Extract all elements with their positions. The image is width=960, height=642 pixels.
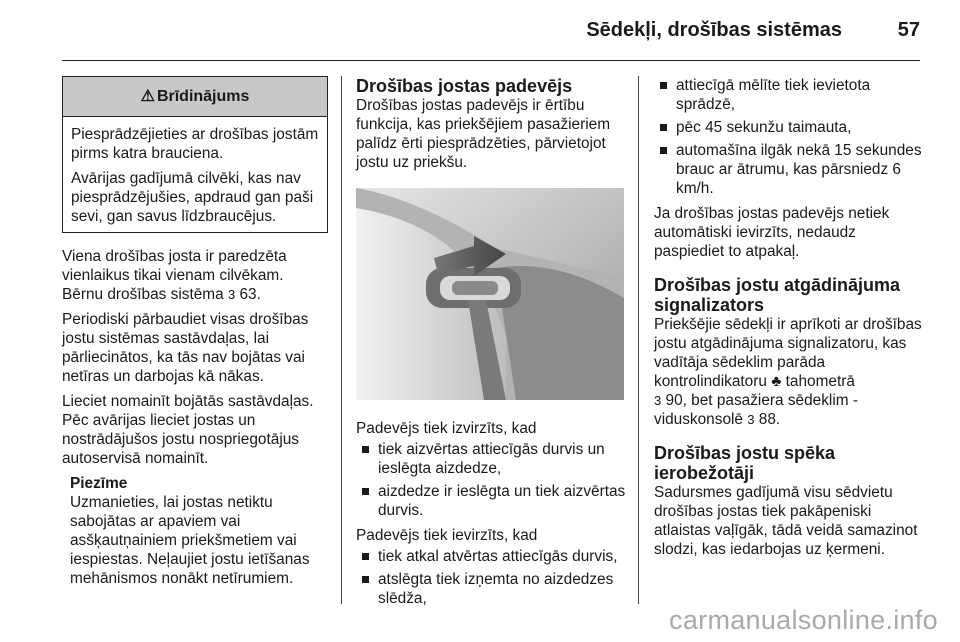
warning-paragraph: Avārijas gadījumā cilvēki, kas nav piesprādzējušies, apdraud gan paši sevi, gan savus līdzbraucējus. <box>71 170 314 225</box>
seatbelt-indicator-icon: ♣ <box>771 373 782 390</box>
list-item: automašīna ilgāk nekā 15 sekundes brauc ar ātrumu, kas pārsniedz 6 km/h. <box>654 141 926 198</box>
watermark: carmanualsonline.info <box>669 605 938 635</box>
section-heading-presenter: Drošības jostas padevējs <box>356 76 573 96</box>
note-title: Piezīme <box>70 475 128 492</box>
column-3 <box>654 76 926 565</box>
page-ref-arrow-icon: 3 <box>227 287 236 302</box>
page-number: 57 <box>897 19 920 41</box>
list-item: pēc 45 sekunžu taimauta, <box>654 118 926 137</box>
warning-title: Brīdinājums <box>156 88 250 105</box>
section-heading-reminder: Drošības jostu atgādinājuma signalizators <box>654 275 901 315</box>
column-1 <box>62 76 328 588</box>
section-heading-limiters: Drošības jostu spēka ierobežotāji <box>654 443 836 483</box>
warning-header <box>63 77 327 117</box>
column-divider-2 <box>638 76 639 604</box>
page-ref-link[interactable]: 90, bet pasažiera sēdeklim - viduskonsolē <box>654 392 858 428</box>
extend-conditions-list <box>356 440 628 520</box>
paragraph-reminder: Priekšējie sēdekļi ir aprīkoti ar drošības jostu atgādinājuma signalizatoru, kas vadītāja sēdeklim parāda kontrolindikatoru ♣ tahometrā 3 90, bet pasažiera sēdeklim - viduskonsolē 3 88. <box>654 316 922 428</box>
paragraph-limiters: Sadursmes gadījumā visu sēdvietu drošības jostas tiek pakāpeniski atlaistas vaļīgāk, tādā veidā samazinot slodzi, kas iedarbojas uz ķermeni. <box>654 484 918 558</box>
page-header-title: Sēdekļi, drošības sistēmas <box>586 19 842 41</box>
paragraph-replacement: Lieciet nomainīt bojātās sastāvdaļas. Pēc avārijas lieciet jostas un nostrādājušos jostu nospriegotājus autoservisā nomainīt. <box>62 393 314 467</box>
list-item: tiek aizvērtas attiecīgās durvis un ieslēgta aizdedze, <box>356 440 628 478</box>
note-block <box>62 474 328 588</box>
page-ref-link[interactable]: 63. <box>239 286 261 303</box>
page-ref-link[interactable]: 88. <box>758 411 781 428</box>
warning-box <box>62 76 328 233</box>
header-rule <box>62 60 920 61</box>
presenter-intro: Drošības jostas padevējs ir ērtību funkcija, kas priekšējiem pasažieriem palīdz ērti piesprādzēties, pārvietojot jostu uz priekšu. <box>356 97 611 171</box>
paragraph-manual-retract: Ja drošības jostas padevējs netiek automātiski ievirzīts, nedaudz paspiediet to atpakaļ. <box>654 205 890 260</box>
warning-triangle-icon: ⚠ <box>140 88 155 105</box>
paragraph-inspection: Periodiski pārbaudiet visas drošības jostu sistēmas sastāvdaļas, lai pārliecinātos, ka tās nav bojātas vai netīras un darbojas kā nākas. <box>62 311 309 385</box>
retract-lead: Padevējs tiek ievirzīts, kad <box>356 527 538 544</box>
warning-paragraph: Piesprādzējieties ar drošības jostām pirms katra brauciena. <box>71 126 319 162</box>
page-ref-arrow-icon: 3 <box>747 412 755 427</box>
list-item: attiecīgā mēlīte tiek ievietota sprādzē, <box>654 76 926 114</box>
list-item: aizdedze ir ieslēgta un tiek aizvērtas durvis. <box>356 482 628 520</box>
retract-conditions-list <box>356 547 628 608</box>
seatbelt-presenter-illustration <box>356 188 624 400</box>
column-divider-1 <box>341 76 342 604</box>
page-ref-arrow-icon: 3 <box>654 393 662 408</box>
list-item: atslēgta tiek izņemta no aizdedzes slēdža, <box>356 570 628 608</box>
column-2 <box>356 76 628 614</box>
paragraph-single-occupant: Viena drošības josta ir paredzēta vienlaikus tikai vienam cilvēkam. Bērnu drošības sistēma 3 63. <box>62 248 287 303</box>
retract-conditions-continued <box>654 76 926 198</box>
list-item: tiek atkal atvērtas attiecīgās durvis, <box>356 547 628 566</box>
extend-lead: Padevējs tiek izvirzīts, kad <box>356 420 537 437</box>
note-text: Uzmanieties, lai jostas netiktu sabojātas ar apaviem vai asšķautņainiem priekšmetiem vai iespiestas. Neļaujiet jostu ietīšanas mehānismos nonākt netīrumiem. <box>70 494 310 587</box>
warning-body <box>63 117 327 232</box>
